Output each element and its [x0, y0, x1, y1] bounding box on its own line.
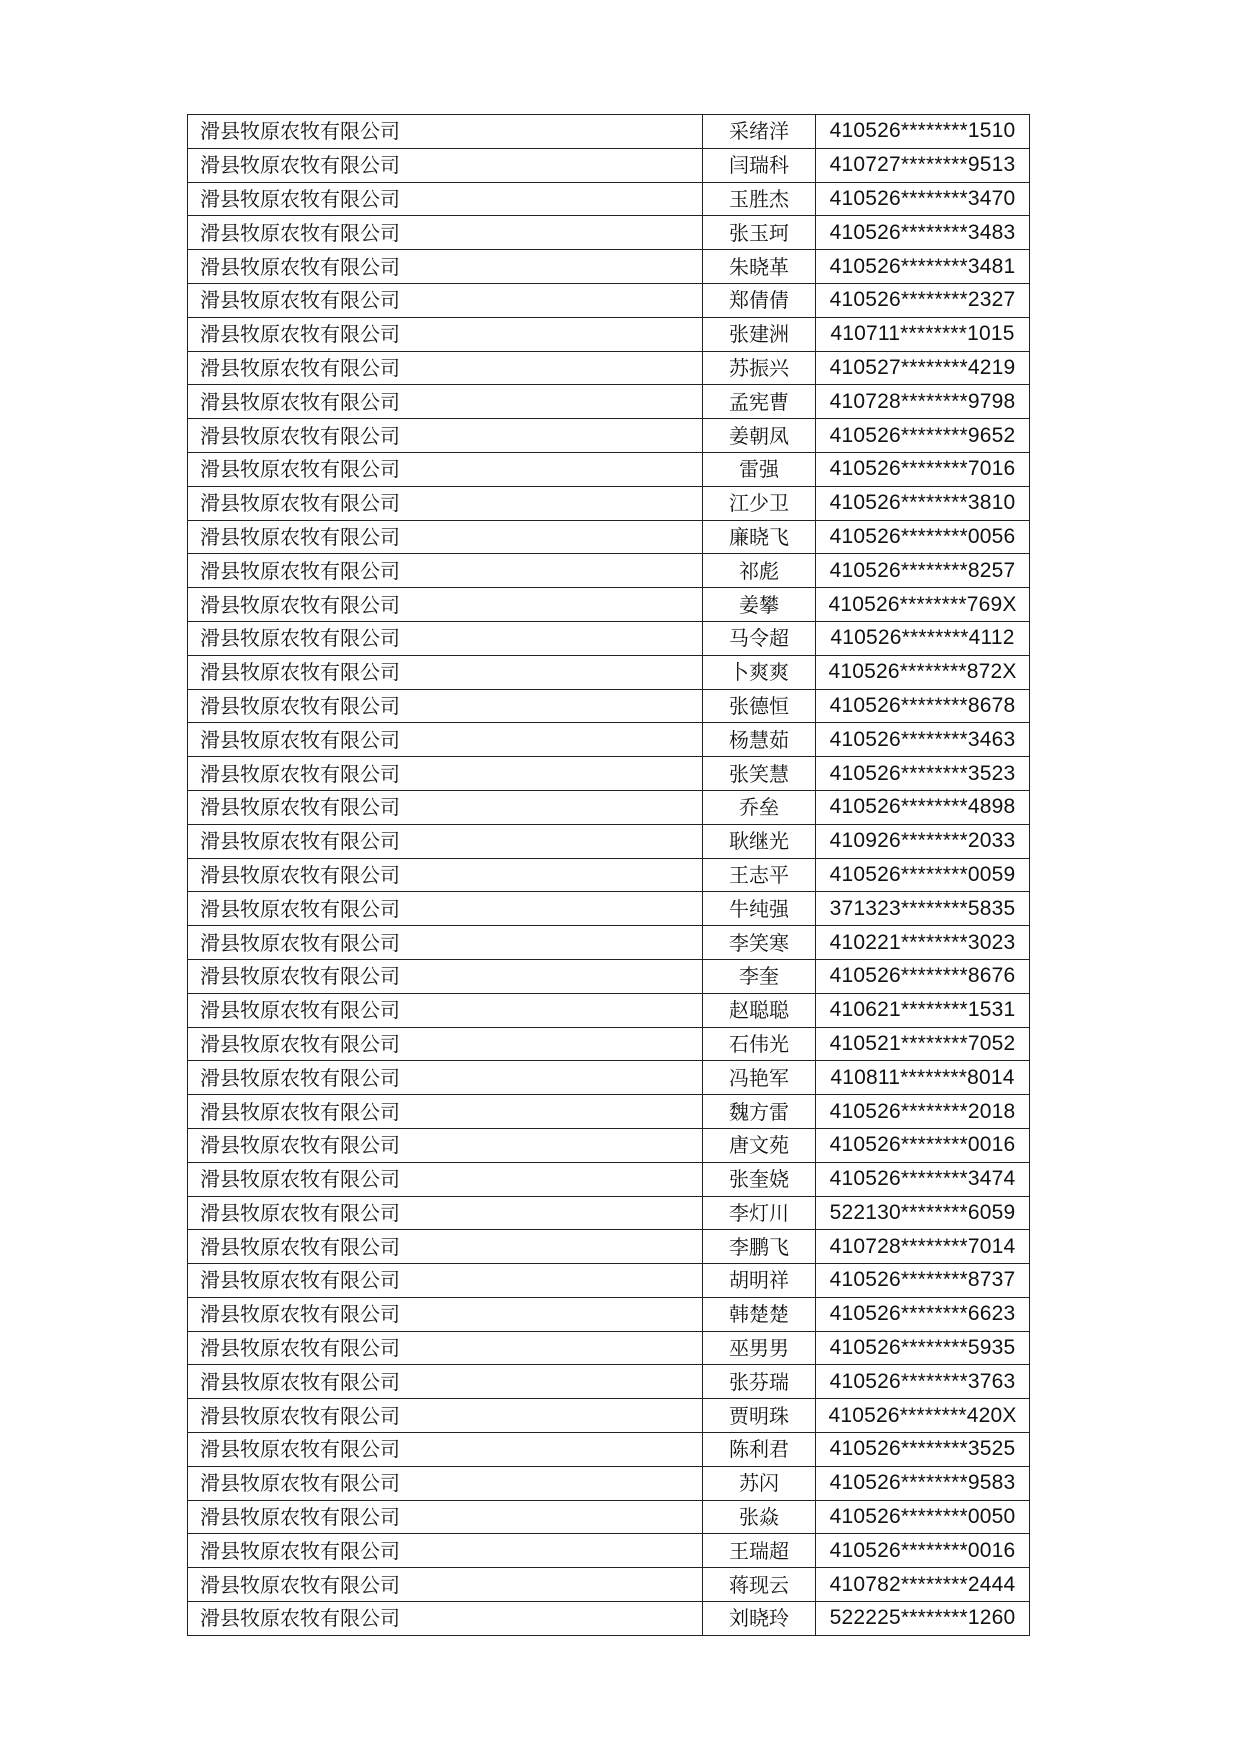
person-name-cell: 马令超	[703, 621, 816, 655]
person-name-cell: 张笑慧	[703, 757, 816, 791]
person-name-cell: 李灯川	[703, 1196, 816, 1230]
person-name-cell: 张焱	[703, 1500, 816, 1534]
id-number-cell: 410711********1015	[816, 317, 1030, 351]
person-name-cell: 蒋现云	[703, 1568, 816, 1602]
table-row	[188, 1297, 1030, 1331]
company-cell: 滑县牧原农牧有限公司	[188, 1433, 703, 1467]
id-number-cell: 410526********3474	[816, 1162, 1030, 1196]
person-name-cell: 耿继光	[703, 824, 816, 858]
id-number-cell: 410526********5935	[816, 1331, 1030, 1365]
company-cell: 滑县牧原农牧有限公司	[188, 892, 703, 926]
id-number-cell: 410526********872X	[816, 655, 1030, 689]
company-cell: 滑县牧原农牧有限公司	[188, 419, 703, 453]
table-row	[188, 926, 1030, 960]
person-name-cell: 韩楚楚	[703, 1297, 816, 1331]
table-row	[188, 993, 1030, 1027]
person-name-cell: 李笑寒	[703, 926, 816, 960]
id-number-cell: 410728********9798	[816, 385, 1030, 419]
person-name-cell: 苏振兴	[703, 351, 816, 385]
company-cell: 滑县牧原农牧有限公司	[188, 554, 703, 588]
company-cell: 滑县牧原农牧有限公司	[188, 790, 703, 824]
id-number-cell: 410221********3023	[816, 926, 1030, 960]
person-name-cell: 胡明祥	[703, 1264, 816, 1298]
id-number-cell: 410526********2327	[816, 283, 1030, 317]
company-cell: 滑县牧原农牧有限公司	[188, 216, 703, 250]
person-name-cell: 姜朝凤	[703, 419, 816, 453]
id-number-cell: 371323********5835	[816, 892, 1030, 926]
person-name-cell: 杨慧茹	[703, 723, 816, 757]
person-name-cell: 张玉珂	[703, 216, 816, 250]
id-number-cell: 410526********3523	[816, 757, 1030, 791]
company-cell: 滑县牧原农牧有限公司	[188, 858, 703, 892]
id-number-cell: 410526********8676	[816, 959, 1030, 993]
person-name-cell: 张奎娆	[703, 1162, 816, 1196]
id-number-cell: 410526********8737	[816, 1264, 1030, 1298]
table-row	[188, 351, 1030, 385]
table-row	[188, 486, 1030, 520]
id-number-cell: 410526********420X	[816, 1399, 1030, 1433]
table-row	[188, 824, 1030, 858]
company-cell: 滑县牧原农牧有限公司	[188, 182, 703, 216]
person-name-cell: 牛纯强	[703, 892, 816, 926]
id-number-cell: 410526********3763	[816, 1365, 1030, 1399]
company-cell: 滑县牧原农牧有限公司	[188, 959, 703, 993]
person-name-cell: 闫瑞科	[703, 148, 816, 182]
person-name-cell: 冯艳军	[703, 1061, 816, 1095]
company-cell: 滑县牧原农牧有限公司	[188, 1500, 703, 1534]
company-cell: 滑县牧原农牧有限公司	[188, 115, 703, 149]
table-row	[188, 182, 1030, 216]
table-row	[188, 1568, 1030, 1602]
person-name-cell: 王志平	[703, 858, 816, 892]
company-cell: 滑县牧原农牧有限公司	[188, 1534, 703, 1568]
company-cell: 滑县牧原农牧有限公司	[188, 723, 703, 757]
id-number-cell: 410526********769X	[816, 588, 1030, 622]
table-row	[188, 520, 1030, 554]
id-number-cell: 410621********1531	[816, 993, 1030, 1027]
company-cell: 滑县牧原农牧有限公司	[188, 317, 703, 351]
table-row	[188, 892, 1030, 926]
id-number-cell: 410526********3525	[816, 1433, 1030, 1467]
table-row	[188, 790, 1030, 824]
table-row	[188, 1264, 1030, 1298]
table-row	[188, 1230, 1030, 1264]
company-cell: 滑县牧原农牧有限公司	[188, 1027, 703, 1061]
id-number-cell: 410526********0059	[816, 858, 1030, 892]
table-row	[188, 1602, 1030, 1636]
company-cell: 滑县牧原农牧有限公司	[188, 655, 703, 689]
id-number-cell: 410526********4112	[816, 621, 1030, 655]
person-name-cell: 江少卫	[703, 486, 816, 520]
id-number-cell: 410526********0056	[816, 520, 1030, 554]
person-name-cell: 朱晓革	[703, 250, 816, 284]
table-row	[188, 1162, 1030, 1196]
company-cell: 滑县牧原农牧有限公司	[188, 1466, 703, 1500]
company-cell: 滑县牧原农牧有限公司	[188, 1196, 703, 1230]
person-name-cell: 雷强	[703, 452, 816, 486]
company-cell: 滑县牧原农牧有限公司	[188, 824, 703, 858]
table-body	[188, 115, 1030, 1636]
person-name-cell: 玉胜杰	[703, 182, 816, 216]
id-number-cell: 410526********3481	[816, 250, 1030, 284]
company-cell: 滑县牧原农牧有限公司	[188, 385, 703, 419]
id-number-cell: 410526********8678	[816, 689, 1030, 723]
id-number-cell: 410526********9583	[816, 1466, 1030, 1500]
company-cell: 滑县牧原农牧有限公司	[188, 1162, 703, 1196]
table-row	[188, 250, 1030, 284]
company-cell: 滑县牧原农牧有限公司	[188, 1061, 703, 1095]
person-name-cell: 廉晓飞	[703, 520, 816, 554]
table-row	[188, 723, 1030, 757]
company-cell: 滑县牧原农牧有限公司	[188, 1365, 703, 1399]
table-row	[188, 554, 1030, 588]
id-number-cell: 410811********8014	[816, 1061, 1030, 1095]
table-row	[188, 1331, 1030, 1365]
table-row	[188, 1128, 1030, 1162]
person-name-cell: 姜攀	[703, 588, 816, 622]
id-number-cell: 410782********2444	[816, 1568, 1030, 1602]
person-name-cell: 祁彪	[703, 554, 816, 588]
id-number-cell: 410526********3470	[816, 182, 1030, 216]
table-row	[188, 959, 1030, 993]
id-number-cell: 410526********6623	[816, 1297, 1030, 1331]
company-cell: 滑县牧原农牧有限公司	[188, 1264, 703, 1298]
company-cell: 滑县牧原农牧有限公司	[188, 1602, 703, 1636]
person-name-cell: 赵聪聪	[703, 993, 816, 1027]
id-number-cell: 410526********3810	[816, 486, 1030, 520]
table-row	[188, 1433, 1030, 1467]
person-name-cell: 采绪洋	[703, 115, 816, 149]
id-number-cell: 410526********1510	[816, 115, 1030, 149]
id-number-cell: 522225********1260	[816, 1602, 1030, 1636]
company-cell: 滑县牧原农牧有限公司	[188, 1128, 703, 1162]
company-cell: 滑县牧原农牧有限公司	[188, 351, 703, 385]
person-name-cell: 贾明珠	[703, 1399, 816, 1433]
id-number-cell: 410526********7016	[816, 452, 1030, 486]
person-name-cell: 王瑞超	[703, 1534, 816, 1568]
id-number-cell: 410526********3483	[816, 216, 1030, 250]
person-name-cell: 张建洲	[703, 317, 816, 351]
company-cell: 滑县牧原农牧有限公司	[188, 1297, 703, 1331]
company-cell: 滑县牧原农牧有限公司	[188, 486, 703, 520]
table-row	[188, 419, 1030, 453]
id-number-cell: 410526********0016	[816, 1534, 1030, 1568]
table-row	[188, 757, 1030, 791]
company-cell: 滑县牧原农牧有限公司	[188, 1095, 703, 1129]
person-name-cell: 张德恒	[703, 689, 816, 723]
id-number-cell: 410728********7014	[816, 1230, 1030, 1264]
person-name-cell: 陈利君	[703, 1433, 816, 1467]
company-cell: 滑县牧原农牧有限公司	[188, 621, 703, 655]
company-cell: 滑县牧原农牧有限公司	[188, 148, 703, 182]
person-name-cell: 石伟光	[703, 1027, 816, 1061]
person-name-cell: 刘晓玲	[703, 1602, 816, 1636]
person-name-cell: 唐文苑	[703, 1128, 816, 1162]
company-cell: 滑县牧原农牧有限公司	[188, 926, 703, 960]
company-cell: 滑县牧原农牧有限公司	[188, 1568, 703, 1602]
table-row	[188, 115, 1030, 149]
person-name-cell: 乔垒	[703, 790, 816, 824]
company-cell: 滑县牧原农牧有限公司	[188, 993, 703, 1027]
company-cell: 滑县牧原农牧有限公司	[188, 283, 703, 317]
table-row	[188, 588, 1030, 622]
company-cell: 滑县牧原农牧有限公司	[188, 1399, 703, 1433]
person-name-cell: 魏方雷	[703, 1095, 816, 1129]
company-cell: 滑县牧原农牧有限公司	[188, 689, 703, 723]
table-row	[188, 1196, 1030, 1230]
personnel-table	[187, 114, 1030, 1636]
id-number-cell: 410926********2033	[816, 824, 1030, 858]
table-row	[188, 283, 1030, 317]
person-name-cell: 李鹏飞	[703, 1230, 816, 1264]
person-name-cell: 苏闪	[703, 1466, 816, 1500]
table-row	[188, 655, 1030, 689]
table-row	[188, 1534, 1030, 1568]
person-name-cell: 孟宪曹	[703, 385, 816, 419]
id-number-cell: 410526********0050	[816, 1500, 1030, 1534]
table-row	[188, 1027, 1030, 1061]
company-cell: 滑县牧原农牧有限公司	[188, 588, 703, 622]
table-row	[188, 689, 1030, 723]
company-cell: 滑县牧原农牧有限公司	[188, 1230, 703, 1264]
company-cell: 滑县牧原农牧有限公司	[188, 1331, 703, 1365]
table-row	[188, 1095, 1030, 1129]
person-name-cell: 李奎	[703, 959, 816, 993]
person-name-cell: 郑倩倩	[703, 283, 816, 317]
id-number-cell: 410526********8257	[816, 554, 1030, 588]
person-name-cell: 张芬瑞	[703, 1365, 816, 1399]
id-number-cell: 410527********4219	[816, 351, 1030, 385]
table-row	[188, 621, 1030, 655]
company-cell: 滑县牧原农牧有限公司	[188, 250, 703, 284]
table-row	[188, 385, 1030, 419]
id-number-cell: 410526********4898	[816, 790, 1030, 824]
table-row	[188, 216, 1030, 250]
table-row	[188, 1061, 1030, 1095]
id-number-cell: 410526********0016	[816, 1128, 1030, 1162]
id-number-cell: 410526********9652	[816, 419, 1030, 453]
company-cell: 滑县牧原农牧有限公司	[188, 452, 703, 486]
id-number-cell: 410727********9513	[816, 148, 1030, 182]
id-number-cell: 410521********7052	[816, 1027, 1030, 1061]
table-row	[188, 452, 1030, 486]
id-number-cell: 410526********3463	[816, 723, 1030, 757]
table-row	[188, 148, 1030, 182]
company-cell: 滑县牧原农牧有限公司	[188, 520, 703, 554]
person-name-cell: 巫男男	[703, 1331, 816, 1365]
table-row	[188, 317, 1030, 351]
table-row	[188, 1365, 1030, 1399]
company-cell: 滑县牧原农牧有限公司	[188, 757, 703, 791]
person-name-cell: 卜爽爽	[703, 655, 816, 689]
table-row	[188, 1500, 1030, 1534]
table-row	[188, 1466, 1030, 1500]
table-row	[188, 858, 1030, 892]
table-row	[188, 1399, 1030, 1433]
id-number-cell: 522130********6059	[816, 1196, 1030, 1230]
id-number-cell: 410526********2018	[816, 1095, 1030, 1129]
